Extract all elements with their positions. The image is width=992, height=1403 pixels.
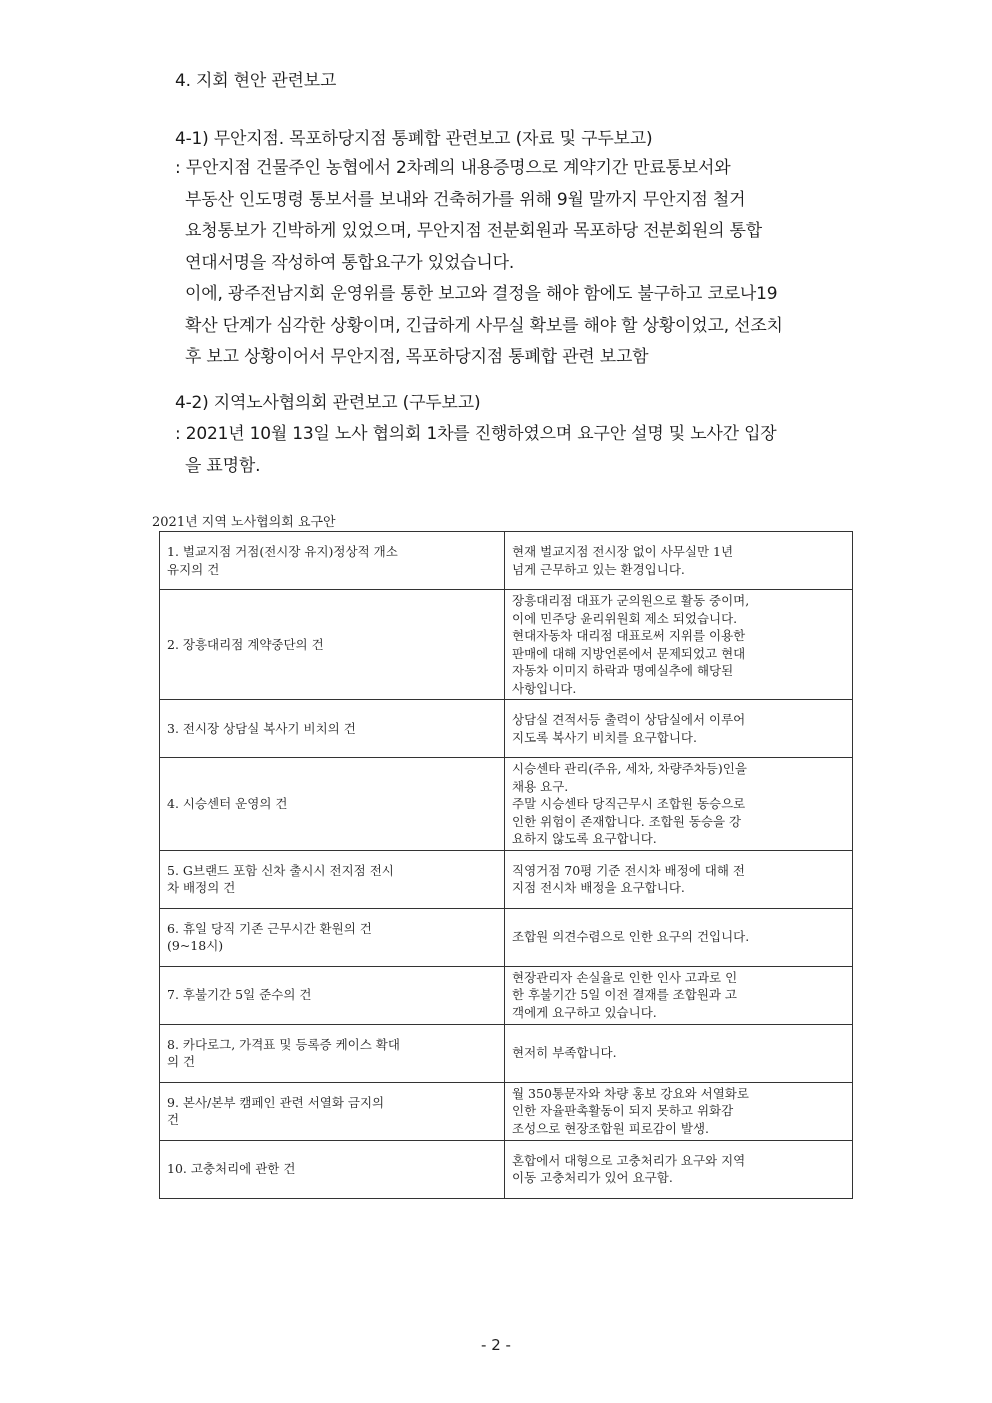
body-line: 이에, 광주전남지회 운영위를 통한 보고와 결정을 해야 함에도 불구하고 코로나19 <box>185 284 778 304</box>
cell-text-line: 현대자동차 대리점 대표로써 지위를 이용한 <box>512 628 746 643</box>
cell-text-line: 6. 휴일 당직 기존 근무시간 환원의 건 <box>167 920 372 936</box>
demand-desc-cell <box>505 758 853 851</box>
demand-item-cell <box>160 1082 505 1140</box>
body-line: 을 표명함. <box>185 455 261 476</box>
demand-desc-cell <box>505 1140 853 1198</box>
cell-text-line: 차 배정의 건 <box>167 880 236 895</box>
demand-item-cell <box>160 700 505 758</box>
cell-text-line: 2. 장흥대리점 계약중단의 건 <box>167 636 324 652</box>
demand-desc-cell <box>505 700 853 758</box>
cell-text-line: 장흥대리점 대표가 군의원으로 활동 중이며, <box>512 593 750 608</box>
cell-text-line: 사항입니다. <box>512 680 577 696</box>
demand-item-cell <box>160 966 505 1024</box>
subsection-title-2: 4-2) 지역노사협의회 관련보고 (구두보고) <box>175 393 481 413</box>
demand-desc-cell <box>505 532 853 590</box>
demand-item-cell <box>160 590 505 700</box>
body-line: 요청통보가 긴박하게 있었으며, 무안지점 전분회원과 목포하당 전분회원의 통합 <box>185 221 762 241</box>
cell-text-line: 인한 자율판촉활동이 되지 못하고 위화감 <box>512 1103 734 1119</box>
body-line: 후 보고 상황이어서 무안지점, 목포하당지점 통폐합 관련 보고함 <box>185 347 649 367</box>
table-caption: 2021년 지역 노사협의회 요구안 <box>152 515 336 530</box>
cell-text-line: 8. 카다로그, 가격표 및 등록증 케이스 확대 <box>167 1036 400 1052</box>
cell-text-line: 조합원 의견수렴으로 인한 요구의 건입니다. <box>512 929 750 945</box>
section-title: 4. 지회 현안 관련보고 <box>175 71 337 91</box>
cell-text-line: 객에게 요구하고 있습니다. <box>512 1004 657 1020</box>
demand-item-cell <box>160 1024 505 1082</box>
demand-table-body <box>160 532 853 1199</box>
cell-text-line: 시승센타 관리(주유, 세차, 차량주차등)인을 <box>512 761 747 776</box>
table-row <box>160 590 853 700</box>
subsection-body-2 <box>175 423 777 486</box>
table-row <box>160 1024 853 1082</box>
cell-text-line: 지점 전시차 배정을 요구합니다. <box>512 880 685 895</box>
cell-text-line: 현저히 부족합니다. <box>512 1045 617 1061</box>
demand-desc-cell <box>505 966 853 1024</box>
table-row <box>160 966 853 1024</box>
cell-text-line: 한 후불기간 5일 이전 결재를 조합원과 고 <box>512 987 737 1003</box>
cell-text-line: 현재 벌교지점 전시장 없이 사무실만 1년 <box>512 544 734 559</box>
table-row <box>160 1140 853 1198</box>
body-line: : 무안지점 건물주인 농협에서 2차례의 내용증명으로 계약기간 만료통보서와 <box>175 158 731 178</box>
cell-text-line: 혼합에서 대형으로 고충처리가 요구와 지역 <box>512 1152 746 1168</box>
demand-item-cell <box>160 532 505 590</box>
demand-desc-cell <box>505 850 853 908</box>
demand-item-cell <box>160 908 505 966</box>
cell-text-line: 7. 후불기간 5일 준수의 건 <box>167 987 312 1003</box>
cell-text-line: 9. 본사/본부 캠페인 관련 서열화 금지의 <box>167 1094 385 1110</box>
cell-text-line: 10. 고충처리에 관한 건 <box>167 1161 296 1177</box>
table-row <box>160 850 853 908</box>
cell-text-line: 5. G브랜드 포함 신차 출시시 전지점 전시 <box>167 862 394 878</box>
cell-text-line: 상담실 견적서등 출력이 상담실에서 이루어 <box>512 712 746 727</box>
demand-item-cell <box>160 1140 505 1198</box>
demand-desc-cell <box>505 590 853 700</box>
demand-desc-cell <box>505 908 853 966</box>
table-row <box>160 532 853 590</box>
cell-text-line: 조성으로 현장조합원 피로감이 발생. <box>512 1120 710 1136</box>
cell-text-line: 자동차 이미지 하락과 명예실추에 해당된 <box>512 663 734 678</box>
cell-text-line: 주말 시승센타 당직근무시 조합원 동승으로 <box>512 796 746 811</box>
subsection-title-1: 4-1) 무안지점. 목포하당지점 통폐합 관련보고 (자료 및 구두보고) <box>175 129 653 149</box>
cell-text-line: 3. 전시장 상담실 복사기 비치의 건 <box>167 720 356 736</box>
cell-text-line: 지도록 복사기 비치를 요구합니다. <box>512 729 697 745</box>
cell-text-line: 의 건 <box>167 1054 196 1069</box>
demand-item-cell <box>160 850 505 908</box>
cell-text-line: (9~18시) <box>167 938 224 953</box>
demand-desc-cell <box>505 1082 853 1140</box>
body-line: : 2021년 10월 13일 노사 협의회 1차를 진행하였으며 요구안 설명 및 노사간 입장 <box>175 424 777 444</box>
page-number: - 2 - <box>481 1336 511 1354</box>
body-line: 확산 단계가 심각한 상황이며, 긴급하게 사무실 확보를 해야 할 상황이었고, 선조치 <box>185 315 783 336</box>
cell-text-line: 직영거점 70평 기준 전시차 배정에 대해 전 <box>512 862 745 878</box>
cell-text-line: 1. 벌교지점 거점(전시장 유지)정상적 개소 <box>167 544 398 559</box>
cell-text-line: 월 350통문자와 차량 홍보 강요와 서열화로 <box>512 1085 749 1101</box>
cell-text-line: 인한 위험이 존재합니다. 조합원 동승을 강 <box>512 813 742 829</box>
table-row <box>160 908 853 966</box>
cell-text-line: 판매에 대해 지방언론에서 문제되었고 현대 <box>512 645 746 661</box>
demand-table <box>159 531 853 1199</box>
cell-text-line: 현장관리자 손실율로 인한 인사 고과로 인 <box>512 969 738 985</box>
cell-text-line: 건 <box>167 1112 180 1127</box>
demand-desc-cell <box>505 1024 853 1082</box>
cell-text-line: 요하지 않도록 요구합니다. <box>512 831 657 846</box>
cell-text-line: 4. 시승센터 운영의 건 <box>167 796 288 811</box>
table-row <box>160 1082 853 1140</box>
cell-text-line: 이에 민주당 윤리위원회 제소 되었습니다. <box>512 610 738 626</box>
body-line: 부동산 인도명령 통보서를 보내와 건축허가를 위해 9월 말까지 무안지점 철거 <box>185 189 746 210</box>
cell-text-line: 이동 고충처리가 있어 요구함. <box>512 1170 673 1185</box>
body-line: 연대서명을 작성하여 통합요구가 있었습니다. <box>185 252 515 273</box>
table-row <box>160 758 853 851</box>
table-row <box>160 700 853 758</box>
cell-text-line: 채용 요구. <box>512 778 569 794</box>
demand-item-cell <box>160 758 505 851</box>
subsection-body-1 <box>175 157 783 378</box>
cell-text-line: 넘게 근무하고 있는 환경입니다. <box>512 561 685 577</box>
cell-text-line: 유지의 건 <box>167 561 220 577</box>
